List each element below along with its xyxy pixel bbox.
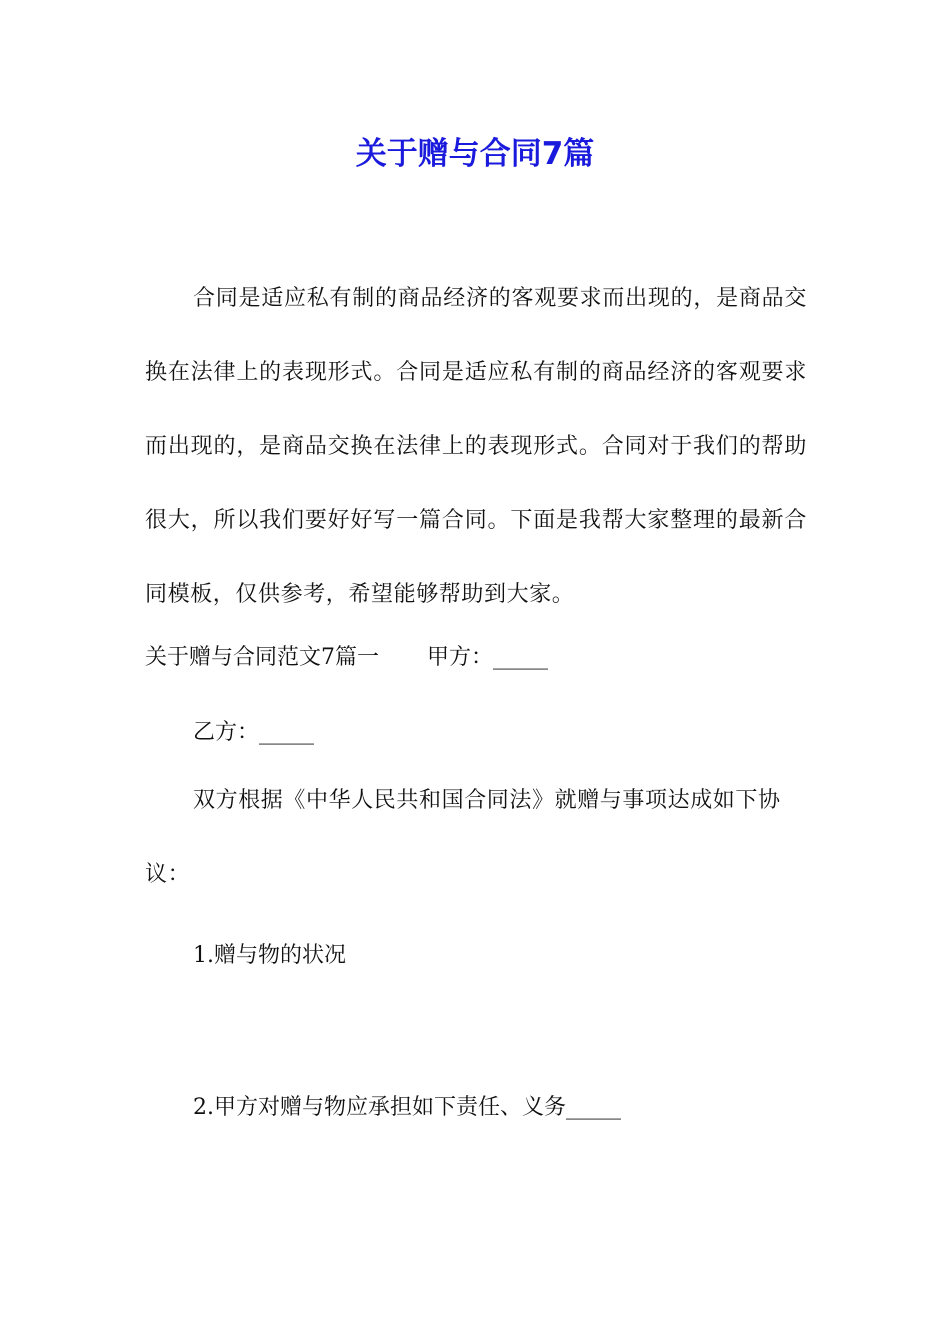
section-heading: 关于赠与合同范文7篇一 bbox=[145, 645, 379, 670]
intro-paragraph: 合同是适应私有制的商品经济的客观要求而出现的，是商品交换在法律上的表现形式。合同是适应私有制的商品经济的客观要求而出现的，是商品交换在法律上的表现形式。合同对于我们的帮助很大，所以我们要好好写一篇合同。下面是我帮大家整理的最新合同模板，仅供参考，希望能够帮助到大家。 bbox=[145, 286, 807, 607]
party-b-field: 乙方：_____ bbox=[193, 720, 315, 745]
document-title: 关于赠与合同7篇 bbox=[355, 136, 595, 172]
section-heading-line bbox=[145, 638, 548, 678]
agreement-paragraph: 双方根据《中华人民共和国合同法》就赠与事项达成如下协议： bbox=[145, 788, 781, 887]
party-a-field: 甲方：_____ bbox=[427, 645, 549, 670]
item-2: 2.甲方对赠与物应承担如下责任、义务_____ bbox=[193, 1095, 621, 1120]
item-1: 1.赠与物的状况 bbox=[193, 943, 346, 968]
